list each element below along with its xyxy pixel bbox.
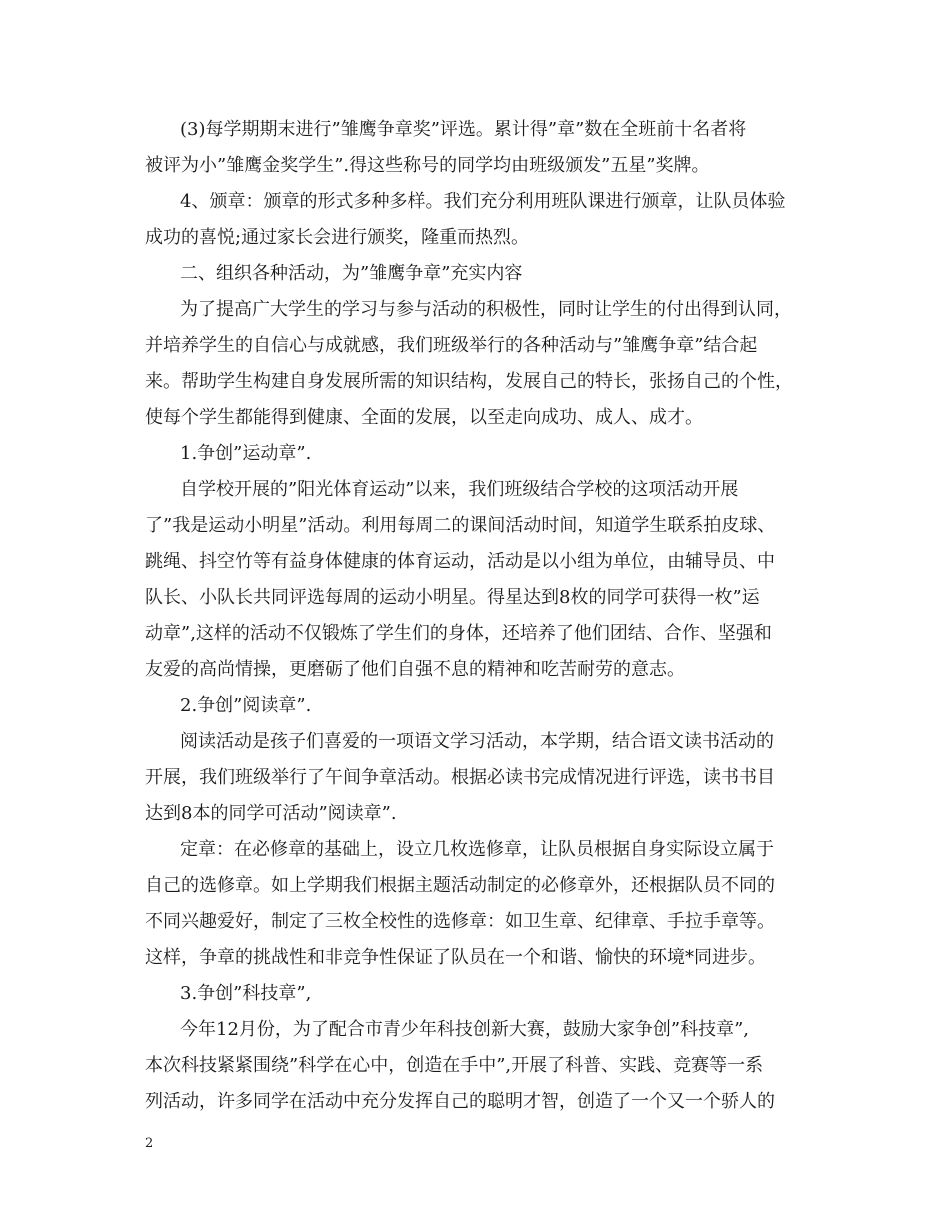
text-line: 达到8本的同学可活动”阅读章”.: [145, 803, 397, 824]
text-line: 来。帮助学生构建自身发展所需的知识结构，发展自己的特长，张扬自己的个性，: [145, 371, 793, 392]
subheading: 1.争创”运动章”.: [180, 443, 312, 464]
text-line: 不同兴趣爱好，制定了三枚全校性的选修章：如卫生章、纪律章、手拉手章等。: [145, 911, 775, 932]
text-line: 开展，我们班级举行了午间争章活动。根据必读书完成情况进行评选，读书书目: [145, 767, 775, 788]
subheading: 2.争创”阅读章”.: [180, 695, 312, 716]
text-line: 动章”,这样的活动不仅锻炼了学生们的身体，还培养了他们团结、合作、坚强和: [145, 623, 772, 644]
text-line: 自学校开展的”阳光体育运动”以来，我们班级结合学校的这项活动开展: [180, 479, 739, 500]
text-line: 定章：在必修章的基础上，设立几枚选修章，让队员根据自身实际设立属于: [180, 839, 774, 860]
text-line: (3)每学期期末进行”雏鹰争章奖”评选。累计得”章”数在全班前十名者将: [180, 119, 747, 140]
subheading: 3.争创”科技章”,: [180, 983, 312, 1004]
text-line: 今年12月份，为了配合市青少年科技创新大赛，鼓励大家争创”科技章”,: [180, 1019, 750, 1040]
text-line: 阅读活动是孩子们喜爱的一项语文学习活动，本学期，结合语文读书活动的: [180, 731, 774, 752]
text-line: 跳绳、抖空竹等有益身体健康的体育运动，活动是以小组为单位，由辅导员、中: [145, 551, 775, 572]
text-line: 队长、小队长共同评选每周的运动小明星。得星达到8枚的同学可获得一枚”运: [145, 587, 760, 608]
text-line: 为了提高广大学生的学习与参与活动的积极性，同时让学生的付出得到认同，: [180, 299, 792, 320]
section-heading: 二、组织各种活动，为”雏鹰争章”充实内容: [180, 263, 523, 284]
text-line: 自己的选修章。如上学期我们根据主题活动制定的必修章外，还根据队员不同的: [145, 875, 775, 896]
text-line: 列活动，许多同学在活动中充分发挥自己的聪明才智，创造了一个又一个骄人的: [145, 1091, 775, 1112]
text-line: 本次科技紧紧围绕”科学在心中，创造在手中”,开展了科普、实践、竞赛等一系: [145, 1055, 764, 1076]
text-line: 这样，争章的挑战性和非竞争性保证了队员在一个和谐、愉快的环境*同进步。: [145, 947, 766, 968]
text-line: 4、颁章：颁章的形式多种多样。我们充分利用班队课进行颁章，让队员体验: [180, 191, 786, 212]
text-line: 并培养学生的自信心与成就感，我们班级举行的各种活动与”雏鹰争章”结合起: [145, 335, 758, 356]
text-line: 成功的喜悦;通过家长会进行颁奖，隆重而热烈。: [145, 227, 530, 248]
text-line: 友爱的高尚情操，更磨砺了他们自强不息的精神和吃苦耐劳的意志。: [145, 659, 685, 680]
text-line: 了”我是运动小明星”活动。利用每周二的课间活动时间，知道学生联系拍皮球、: [145, 515, 776, 536]
text-line: 使每个学生都能得到健康、全面的发展，以至走向成功、成人、成才。: [145, 407, 703, 428]
text-line: 被评为小”雏鹰金奖学生”.得这些称号的同学均由班级颁发”五星”奖牌。: [145, 155, 710, 176]
page-number: 2: [145, 1136, 154, 1151]
